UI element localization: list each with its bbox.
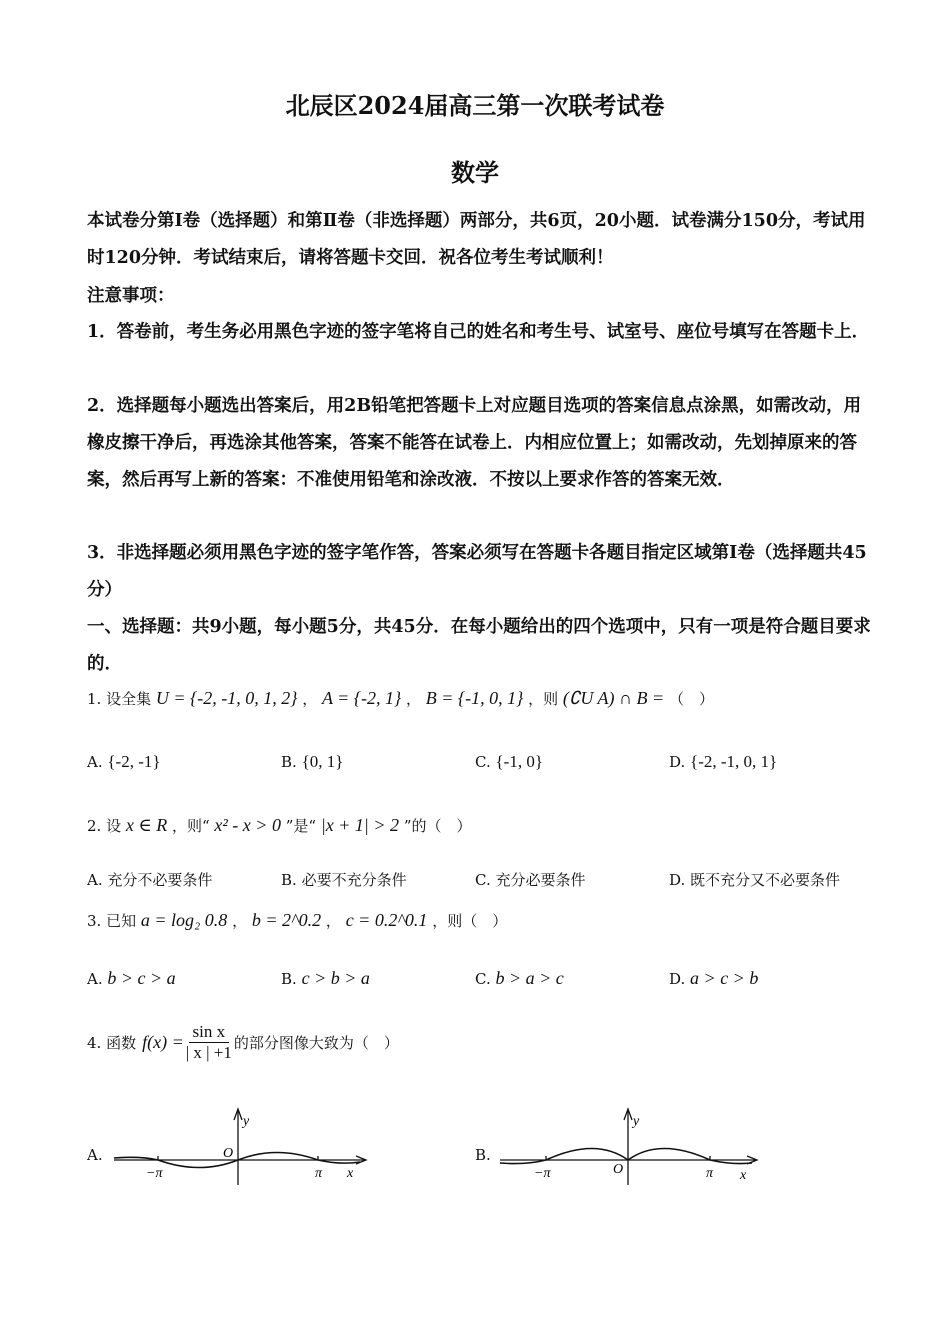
q2-p: x² - x > 0: [214, 815, 281, 835]
q4-fraction: [186, 1022, 232, 1063]
q3-a: a = log₂ 0.8: [140, 910, 228, 930]
q2-condition: x ∈ R: [125, 815, 168, 835]
option-text: a > c > b: [690, 968, 759, 988]
notice-item-1: 1．答卷前，考生务必用黑色字迹的签字笔将自己的姓名和考生号、试室号、座位号填写在答题卡上．: [87, 322, 870, 342]
q1-option-a[interactable]: [87, 752, 161, 772]
axis-label-x: x: [347, 1166, 354, 1181]
option-text: {-2, -1, 0, 1}: [690, 752, 778, 771]
q4-end: 的部分图像大致为（ ）: [233, 1034, 399, 1052]
option-label: D.: [669, 871, 686, 889]
option-label: D.: [669, 753, 686, 771]
q2-prefix: 2. 设: [87, 817, 122, 835]
axis-label-x: x: [740, 1168, 747, 1183]
option-text: 充分不必要条件: [107, 871, 213, 889]
option-text: 必要不充分条件: [301, 871, 407, 889]
tick-label-pi: π: [315, 1166, 323, 1181]
option-label: C.: [475, 871, 491, 889]
origin-label: O: [223, 1146, 234, 1161]
q4-numerator: sin x: [189, 1022, 230, 1043]
q4-prefix: 4. 函数: [87, 1034, 137, 1052]
axis-label-y: y: [633, 1114, 640, 1129]
option-text: 既不充分又不必要条件: [690, 871, 841, 889]
option-label: A.: [87, 753, 103, 771]
axis-label-y: y: [243, 1114, 250, 1129]
option-label: B.: [281, 970, 297, 988]
q1-set-u: U = {-2, -1, 0, 1, 2}: [155, 688, 298, 708]
q1-prefix: 1. 设全集: [87, 690, 152, 708]
option-label: B.: [281, 871, 297, 889]
intro-text: 本试卷分第Ⅰ卷（选择题）和第Ⅱ卷（非选择题）两部分，共6页，20小题．试卷满分150分，考试用时120分钟．考试结束后，请将答题卡交回．祝各位考生考试顺利！: [87, 211, 866, 268]
q3-option-c[interactable]: [475, 968, 564, 989]
q3-b: b = 2^0.2: [251, 910, 322, 930]
q1-option-b[interactable]: [281, 752, 343, 772]
q2-option-c[interactable]: [475, 869, 586, 890]
q2-option-d[interactable]: [669, 869, 840, 890]
q3-option-d[interactable]: [669, 968, 758, 989]
option-label: B.: [281, 753, 297, 771]
option-text: b > c > a: [107, 968, 176, 988]
q3-option-a[interactable]: [87, 968, 176, 989]
q2-mid2: ”是“: [285, 817, 317, 835]
question-1: [87, 688, 714, 709]
q1-expression: (∁U A) ∩ B =: [562, 688, 665, 708]
option-label: C.: [475, 970, 491, 988]
option-text: {0, 1}: [301, 752, 344, 771]
q1-sep1: ，: [302, 690, 318, 708]
q3-option-b[interactable]: [281, 968, 370, 989]
exam-title: 北辰区2024届高三第一次联考试卷: [285, 91, 665, 120]
q4-denominator: | x | +1: [185, 1043, 232, 1062]
subject-title: 数学: [451, 158, 499, 187]
q3-prefix: 3. 已知: [87, 912, 137, 930]
question-4: [87, 1022, 399, 1063]
q4-graph-b[interactable]: [496, 1103, 766, 1188]
notice-item-3: 3．非选择题必须用黑色字迹的签字笔作答，答案必须写在答题卡各题目指定区域第Ⅰ卷（选择题共45分）: [87, 543, 867, 600]
q3-sep1: ，: [232, 912, 248, 930]
q1-set-b: B = {-1, 0, 1}: [425, 688, 524, 708]
origin-label: O: [613, 1162, 624, 1177]
q3-c: c = 0.2^0.1: [345, 910, 428, 930]
q3-sep2: ，: [325, 912, 341, 930]
section-heading: 一、选择题：共9小题，每小题5分，共45分．在每小题给出的四个选项中，只有一项是符合题目要求的．: [87, 617, 871, 674]
q2-end: ”的（ ）: [403, 817, 472, 835]
option-label: A.: [87, 871, 103, 889]
q2-q: |x + 1| > 2: [320, 815, 400, 835]
tick-label-pi: π: [706, 1166, 714, 1181]
q2-mid1: ，则“: [171, 817, 210, 835]
option-label: D.: [669, 970, 686, 988]
option-text: {-1, 0}: [495, 752, 543, 771]
q1-then: ，则: [528, 690, 559, 708]
option-label: A.: [87, 970, 103, 988]
option-text: b > a > c: [495, 968, 564, 988]
q1-paren: （ ）: [668, 690, 714, 708]
q1-option-c[interactable]: [475, 752, 543, 772]
curve: [500, 1149, 752, 1164]
q1-option-d[interactable]: [669, 752, 777, 772]
q3-end: ，则（ ）: [432, 912, 508, 930]
q1-sep2: ，: [405, 690, 421, 708]
tick-label-neg-pi: −π: [146, 1166, 163, 1181]
option-text: {-2, -1}: [107, 752, 161, 771]
option-label: C.: [475, 753, 491, 771]
tick-label-neg-pi: −π: [534, 1166, 551, 1181]
q2-option-b[interactable]: [281, 869, 407, 890]
q4-lhs: f(x) =: [142, 1032, 184, 1052]
q1-set-a: A = {-2, 1}: [321, 688, 402, 708]
option-text: c > b > a: [301, 968, 370, 988]
option-text: 充分必要条件: [495, 871, 586, 889]
notice-label: 注意事项：: [87, 286, 175, 306]
q4-graph-a[interactable]: [110, 1105, 380, 1190]
question-3: [87, 910, 507, 931]
notice-item-2: 2．选择题每小题选出答案后，用2B铅笔把答题卡上对应题目选项的答案信息点涂黑，如需改动，用橡皮擦干净后，再选涂其他答案，答案不能答在试卷上．内相应位置上；如需改动，先划掉原来的答案，然后再写上新的答案：不准使用铅笔和涂改液．不按以上要求作答的答案无效．: [87, 396, 862, 490]
q2-option-a[interactable]: [87, 869, 212, 890]
q4-option-b-label[interactable]: B.: [475, 1146, 491, 1164]
q4-option-a-label[interactable]: A.: [87, 1146, 103, 1164]
question-2: [87, 815, 471, 836]
